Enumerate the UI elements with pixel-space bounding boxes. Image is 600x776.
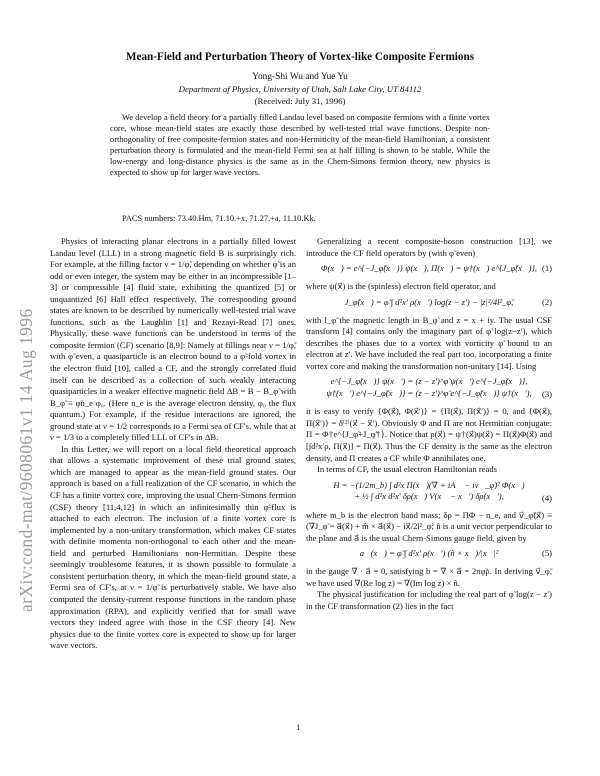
equation-2: [306, 297, 552, 311]
body-paragraph: it is easy to verify {Φ(x⃗), Φ(x⃗′)} = {Π(x⃗), Π(x⃗′)} = 0, and {Φ(x⃗), Π(x⃗′)} = δ⁽²⁾(x⃗ − x⃗′). Obviously Φ and Π are not Hermitian conjugate: Π = Φ†e^{J_φ̃+J_φ̃†}. Notice that ρ(x⃗) = ψ†(x⃗)ψ(x⃗) = Π(x⃗)Φ(x⃗) and [∫d²x′ρ, Π(x⃗)] = Π(x⃗). Thus the CF density is the same as the electron density, and Π creates a CF while Φ annihilates one.: [306, 406, 552, 463]
body-paragraph: Physics of interacting planar electrons in a partially filled lowest Landau level (LLL) in a strong magnetic field B is surprisingly rich. For example, at the filling factor ν = 1/φ̃, depending on whether φ̃ is an odd or even integer, the system may be either in an incompressible [1–3] or compressible [4] fluid state, exhibiting the quantized [5] or unquantized [6] Hall effect respectively. The corresponding ground states are known to be described by numerically well-tested trial wave functions, such as the Laughlin [1] and Rezayi-Read [7] ones. Physically, these wave functions can be understood in terms of the composite fermion (CF) scenario [8,9]: Namely at fillings near ν = 1/φ̃, with φ̃ even, a quasiparticle is an electron bound to a φ̃-fold vortex in the electron fluid [10], called a CF, and the strongly correlated fluid itself can be described as a collection of such weakly interacting quasiparticles in a weaker effective magnetic field ΔB = B − B_φ̃ with B_φ̃ ≡ φ̃n_e φ₀. (Here n_e is the average electron density, φ₀ the flux quantum.) For example, if the residue interactions are ignored, the ground state at ν = 1/2 corresponds to a Fermi sea of CF's, while that at ν = 1/3 to a completely filled LLL of CF's in ΔB.: [50, 236, 296, 443]
equation-number: (1): [541, 263, 552, 274]
equation-text: a⃗(x⃗) = φ̃ ∫ d²x′ ρ(x⃗′) (n̂ × x⃗)/|x⃗|²: [359, 548, 499, 559]
left-column: [50, 236, 296, 706]
equation-number: (2): [541, 296, 552, 307]
body-paragraph: In terms of CF, the usual electron Hamiltonian reads: [317, 464, 497, 475]
equation-text: + ½ ∫ d²x d²x′ δρ(x⃗) V(x⃗ − x⃗′) δρ(x⃗′),: [354, 491, 504, 502]
page-number: 1: [296, 722, 301, 732]
equation-text: H = −(1/2m_b) ∫ d²x Π(x⃗)(∇ + iA⃗ − iv⃗_φ̃)² Φ(x⃗): [333, 479, 525, 490]
equation-3: [306, 376, 552, 402]
body-paragraph: where m_b is the electron band mass; δρ = ΠΦ − n_e, and v⃗_φ̃(x⃗) ≡ (∇J_φ̃ = a⃗(x⃗) + m̂ × a⃗(x⃗) − ix⃗/2l²_φ̃; n̂ is a unit vector perpendicular to the plane and a⃗ is the usual Chern-Simons gauge field, given by: [306, 509, 552, 543]
body-paragraph: with l_φ̃ the magnetic length in B_φ̃ and z = x + iy. The usual CSF transform [4] contains only the imaginary part of φ̃ log(z−z′), which describes the phases due to a vortex with vorticity φ̃ bound to an electron at z′. We have included the real part too, incorporating a finite vortex core and making the transformation non-unitary [14]. Using: [306, 314, 552, 371]
body-paragraph: In this Letter, we will report on a local field theoretical approach that allows a systematic improvement of these trial ground states, which are managed to appear as the mean-field ground states. Our approach is based on a full realization of the CF scenario, in which the CF has a finite vortex core, improving the usual Chern-Simons fermion (CSF) theory [11,4,12] in which an infinitesimally thin φ̃-flux is attached to each electron. The inclusion of a finite vortex core is implemented by a non-unitary transformation, which makes CF states with definite momenta non-orthogonal to each other and the mean-field and perturbed Hamiltonians non-Hermitian. Despite these seemingly troublesome features, it is shown possible to formulate a consistent perturbation theory, in which the mean-field ground state, a Fermi sea of CF's, at ν = 1/φ̃ is perturbatively stable. We have also computed the density-current response functions in the random phase approximation (RPA), and explicitly verified that for small wave vectors they indeed agree with those in the CSF theory [4]. New physics due to the finite vortex core is expected to show up for larger wave vectors.: [50, 443, 296, 651]
paper-title: Mean-Field and Perturbation Theory of Vortex-like Composite Fermions: [125, 51, 475, 63]
abstract: We develop a field theory for a partially filled Landau level based on composite fermions with a finite vortex core, whose mean-field states are exactly those described by well-tested trial wave functions. Despite non-orthogonality of free composite-fermion states and non-Hermiticity of the mean-field Hamiltonian, a consistent perturbation theory is formulated and the mean-field Fermi sea at half filling is shown to be stable. While the low-energy and long-distance physics is the same as in the Chern-Simons fermion theory, new physics is expected to show up for larger wave vectors.: [110, 113, 490, 178]
equation-text: e^{−J_φ̃(x⃗)} ψ(x⃗′) = (z − z′)^φ̃ ψ(x⃗′) e^{−J_φ̃(x⃗)},: [330, 376, 528, 387]
equation-text: ψ†(x⃗′) e^{−J_φ̃(x⃗)} = (z − z′)^φ̃ e^{−J_φ̃(x⃗)} ψ†(x⃗′),: [326, 387, 532, 398]
body-paragraph: where ψ(x⃗) is the (spinless) electron field operator, and: [306, 281, 496, 292]
equation-number: (5): [541, 548, 552, 559]
pacs-numbers: PACS numbers: 73.40.Hm, 71.10.+x, 71.27.+a, 11.10.Kk.: [122, 214, 316, 223]
received-date: (Received: July 31, 1996): [254, 96, 346, 106]
body-paragraph: in the gauge ∇ · a⃗ = 0, satisfying b = ∇ × a⃗ = 2πφ̃ρ. In deriving v⃗_φ̃, we have used ∇(Re log z) = ∇(Im log z) × n̂.: [306, 566, 552, 588]
equation-text: Φ(x⃗) = e^{−J_φ̃(x⃗)} ψ(x⃗), Π(x⃗) = ψ†(x⃗) e^{J_φ̃(x⃗)},: [320, 263, 538, 274]
body-paragraph: The physical justification for including the real part of φ̃ log(z − z′) in the CF transformation (2) lies in the fact: [306, 589, 552, 611]
arxiv-identifier: arXiv:cond-mat/9608061v1 14 Aug 1996: [16, 308, 36, 612]
equation-number: (4): [541, 492, 552, 503]
paper-affiliation: Department of Physics, University of Utah, Salt Lake City, UT 84112: [178, 84, 422, 94]
equation-5: [306, 548, 552, 562]
body-paragraph: Generalizing a recent composite-boson construction [13], we introduce the CF field operators by (with φ̃ even): [306, 236, 552, 258]
equation-text: J_φ̃(x⃗) = φ̃ ∫ d²x′ ρ(x⃗′) log(z − z′) − |z|²/4l²_φ̃,: [344, 296, 514, 307]
paper-authors: Yong-Shi Wu and Yue Yu: [252, 72, 348, 82]
equation-number: (3): [541, 389, 552, 400]
equation-1: [306, 263, 552, 277]
right-column: [306, 236, 552, 706]
equation-4: [306, 480, 552, 506]
